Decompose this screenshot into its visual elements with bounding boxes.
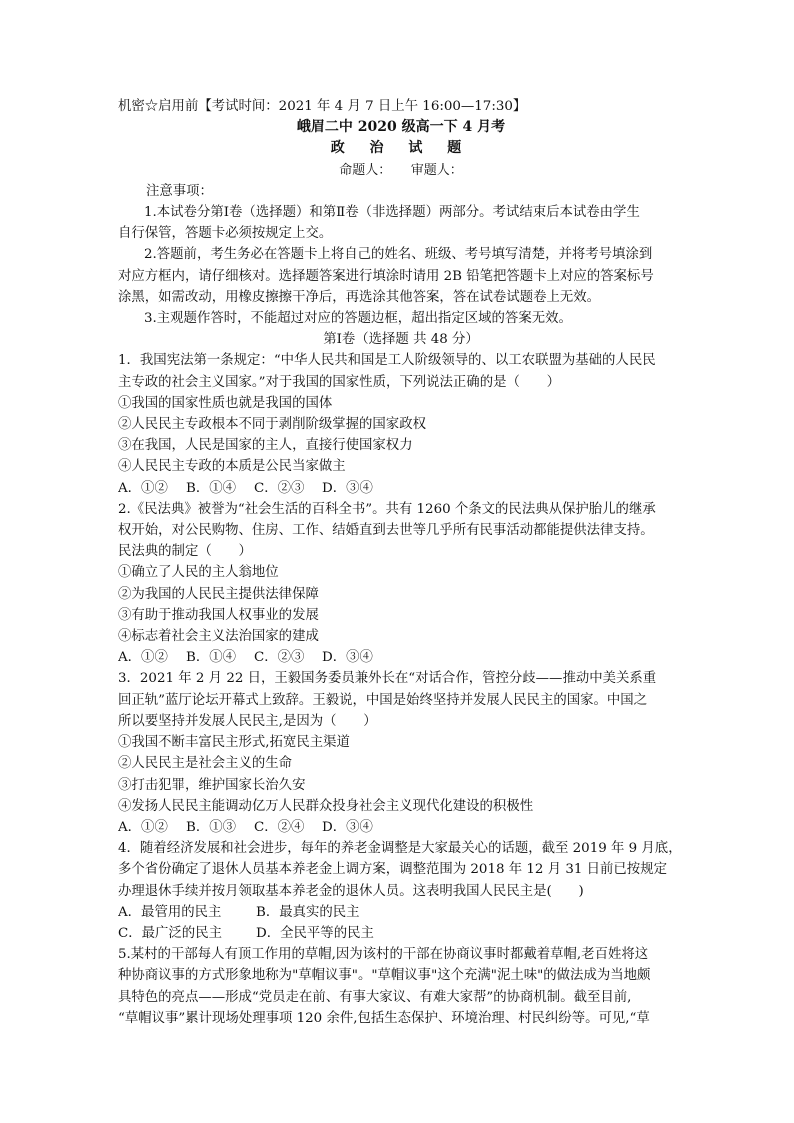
- q4-option-c[interactable]: C．最广泛的民主: [118, 925, 222, 941]
- notice-item2-line2: 对应方框内，请仔细核对。选择题答案进行填涂时请用 2B 铅笔把答题卡上对应的答案标号: [118, 268, 654, 284]
- q3-statement-1: ①我国不断丰富民主形式,拓宽民主渠道: [118, 735, 350, 751]
- q1-statement-3: ③在我国，人民是国家的主人，直接行使国家权力: [118, 438, 413, 454]
- notice-item1-line2: 自行保管，答题卡必须按规定上交。: [118, 226, 333, 242]
- q3-stem-line1: 3．2021 年 2 月 22 日，王毅国务委员兼外长在“对话合作，管控分歧——推动中美关系重: [118, 671, 657, 687]
- q3-option-a[interactable]: A．①②: [118, 819, 168, 835]
- q5-stem-line2: 种协商议事的方式形象地称为"草帽议事"。"草帽议事"这个充满"泥土味"的做法成为当地颇: [118, 968, 651, 984]
- q2-options: [118, 647, 684, 668]
- q3-statement-4: ④发扬人民民主能调动亿万人民群众投身社会主义现代化建设的积极性: [118, 798, 534, 814]
- part1-title: 第Ⅰ卷（选择题 共 48 分）: [323, 332, 479, 348]
- q2-option-d[interactable]: D．③④: [322, 650, 373, 666]
- q4-stem-line1: 4．随着经济发展和社会进步，每年的养老金调整是大家最关心的话题，截至 2019 年 9 月底，: [118, 841, 682, 857]
- notice-item2-line3: 涂黑，如需改动，用橡皮擦擦干净后，再选涂其他答案，答在试卷试题卷上无效。: [118, 289, 601, 305]
- q4-stem-line2: 多个省份确定了退休人员基本养老金上调方案，调整范围为 2018 年 12 月 31 日前已按规定: [118, 862, 667, 878]
- notice-label: 注意事项：: [146, 183, 213, 199]
- q4-options-row2: [118, 923, 684, 944]
- q5-stem-line1: 5.某村的干部每人有顶工作用的草帽,因为该村的干部在协商议事时都戴着草帽,老百姓将这: [118, 947, 649, 963]
- exam-info-line: 机密☆启用前【考试时间：2021 年 4 月 7 日上午 16:00—17:30】: [118, 99, 527, 114]
- q3-stem-line2: 回正轨”蓝厅论坛开幕式上致辞。王毅说，中国是始终坚持并发展人民民主的国家。中国之: [118, 692, 648, 708]
- q3-stem-line3: 所以要坚持并发展人民民主,是因为（ ）: [118, 713, 377, 729]
- subject-title: 政 治 试 题: [330, 140, 472, 157]
- q1-statement-4: ④人民民主专政的本质是公民当家做主: [118, 459, 346, 475]
- q3-statement-2: ②人民民主是社会主义的生命: [118, 756, 293, 772]
- q1-stem-line1: 1．我国宪法第一条规定：“中华人民共和国是工人阶级领导的、以工农联盟为基础的人民民: [118, 353, 656, 369]
- q2-option-b[interactable]: B．①④: [186, 650, 237, 666]
- q1-statement-1: ①我国的国家性质也就是我国的国体: [118, 395, 333, 411]
- q5-stem-line4: “草帽议事”累计现场处理事项 120 余件,包括生态保护、环境治理、村民纠纷等。可见,“草: [118, 1010, 650, 1026]
- q3-option-c[interactable]: C．②④: [254, 819, 305, 835]
- q1-options: [118, 478, 684, 499]
- q1-stem-line2: 主专政的社会主义国家。”对于我国的国家性质，下列说法正确的是（ ）: [118, 374, 561, 390]
- notice-item3: 3.主观题作答时，不能超过对应的答题边框，超出指定区域的答案无效。: [144, 311, 572, 327]
- q3-option-b[interactable]: B．①③: [186, 819, 237, 835]
- q2-stem-line2: 权开始，对公民购物、住房、工作、结婚直到去世等几乎所有民事活动都能提供法律支持。: [118, 523, 654, 539]
- q4-option-b[interactable]: B．最真实的民主: [256, 904, 360, 920]
- makers-line: 命题人： 审题人：: [339, 162, 463, 178]
- q4-stem-line3: 办理退休手续并按月领取基本养老金的退休人员。这表明我国人民民主是( ): [118, 883, 584, 899]
- q1-option-d[interactable]: D．③④: [322, 480, 373, 496]
- q2-stem-line3: 民法典的制定（ ）: [118, 544, 252, 560]
- q2-option-a[interactable]: A．①②: [118, 650, 168, 666]
- notice-item2-line1: 2.答题前，考生务必在答题卡上将自己的姓名、班级、考号填写清楚，并将考号填涂到: [144, 247, 653, 263]
- q4-option-d[interactable]: D．全民平等的民主: [256, 925, 374, 941]
- q1-option-c[interactable]: C．②③: [254, 480, 305, 496]
- q3-options: [118, 817, 684, 838]
- q2-statement-3: ③有助于推动我国人权事业的发展: [118, 607, 319, 623]
- q2-stem-line1: 2.《民法典》被誉为“社会生活的百科全书”。共有 1260 个条文的民法典从保护胎儿的继承: [118, 501, 656, 517]
- exam-page: [118, 96, 684, 1029]
- q2-statement-1: ①确立了人民的主人翁地位: [118, 565, 279, 581]
- q2-statement-2: ②为我国的人民民主提供法律保障: [118, 586, 319, 602]
- notice-item1-line1: 1.本试卷分第Ⅰ卷（选择题）和第Ⅱ卷（非选择题）两部分。考试结束后本试卷由学生: [144, 205, 640, 221]
- q3-statement-3: ③打击犯罪，维护国家长治久安: [118, 777, 306, 793]
- q1-option-b[interactable]: B．①④: [186, 480, 237, 496]
- q3-option-d[interactable]: D．③④: [322, 819, 373, 835]
- q4-option-a[interactable]: A．最管用的民主: [118, 904, 222, 920]
- q2-statement-4: ④标志着社会主义法治国家的建成: [118, 629, 319, 645]
- q1-option-a[interactable]: A．①②: [118, 480, 168, 496]
- q5-stem-line3: 具特色的亮点——形成“党员走在前、有事大家议、有难大家帮”的协商机制。截至目前,: [118, 989, 632, 1005]
- school-title: 峨眉二中 2020 级高一下 4 月考: [296, 119, 506, 136]
- q1-statement-2: ②人民民主专政根本不同于剥削阶级掌握的国家政权: [118, 417, 426, 433]
- q4-options-row1: [118, 902, 684, 923]
- q2-option-c[interactable]: C．②③: [254, 650, 305, 666]
